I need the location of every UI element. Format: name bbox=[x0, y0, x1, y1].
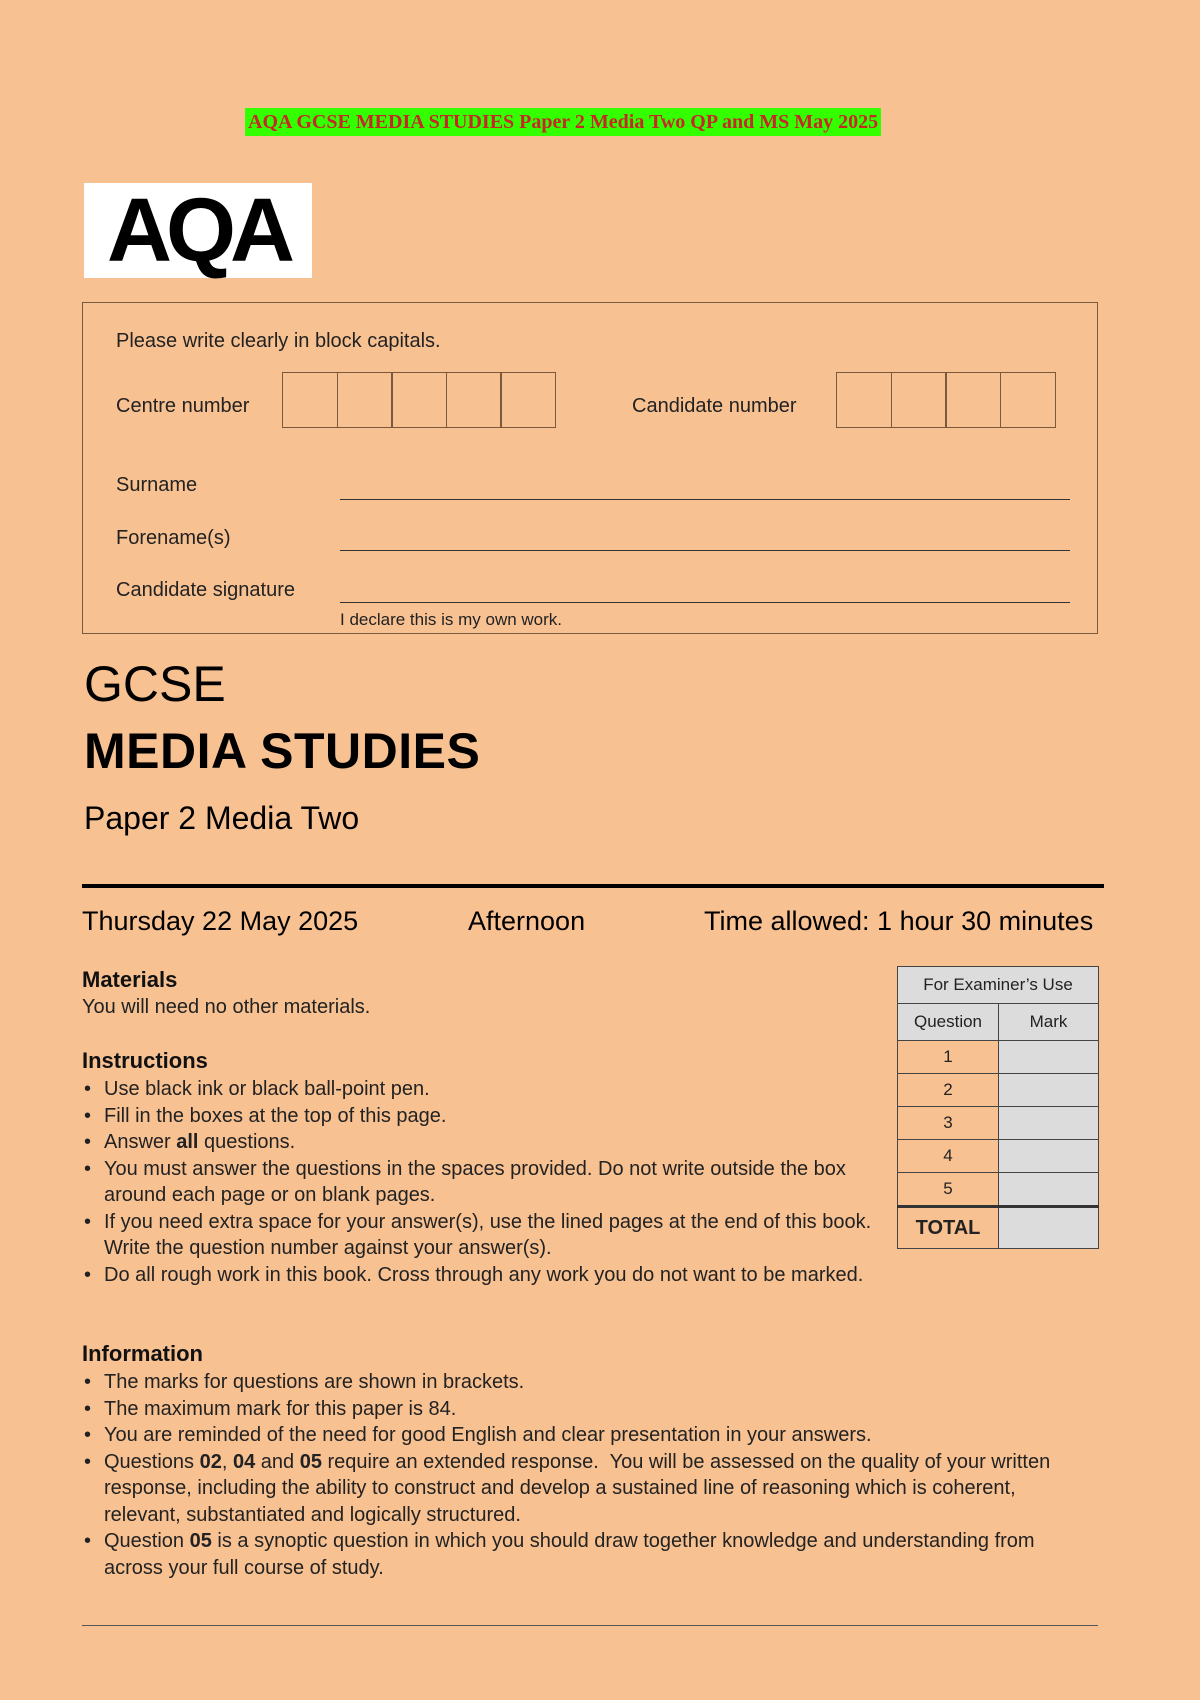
information-list bbox=[82, 1369, 1072, 1581]
instruction-item: • Do all rough work in this book. Cross through any work you do not want to be marked. bbox=[82, 1262, 872, 1289]
instruction-item: • Fill in the boxes at the top of this page. bbox=[82, 1103, 872, 1130]
subject-title: MEDIA STUDIES bbox=[84, 723, 481, 779]
materials-text: You will need no other materials. bbox=[82, 996, 371, 1018]
instruction-item: • Answer all questions. bbox=[82, 1129, 872, 1156]
centre-digit-box[interactable] bbox=[500, 372, 556, 428]
examiner-table-title: For Examiner’s Use bbox=[898, 967, 1099, 1004]
signature-line[interactable] bbox=[340, 602, 1070, 603]
candidate-digit-box[interactable] bbox=[945, 372, 1001, 428]
information-heading: Information bbox=[82, 1341, 203, 1366]
mark-cell bbox=[999, 1173, 1099, 1207]
exam-date: Thursday 22 May 2025 bbox=[82, 906, 359, 936]
heading-divider bbox=[82, 884, 1104, 888]
information-item: • Question 05 is a synoptic question in which you should draw together knowledge and understanding from across your full course of study. bbox=[82, 1528, 1072, 1581]
surname-label: Surname bbox=[116, 474, 198, 496]
surname-line[interactable] bbox=[340, 499, 1070, 500]
candidate-digit-box[interactable] bbox=[891, 372, 947, 428]
candidate-number-label: Candidate number bbox=[632, 395, 797, 417]
mark-cell bbox=[999, 1107, 1099, 1140]
centre-number-boxes bbox=[282, 372, 555, 428]
question-number: 1 bbox=[898, 1041, 999, 1074]
mark-cell bbox=[999, 1041, 1099, 1074]
centre-digit-box[interactable] bbox=[337, 372, 393, 428]
time-allowed: Time allowed: 1 hour 30 minutes bbox=[704, 906, 1094, 936]
instruction-item: • If you need extra space for your answer(s), use the lined pages at the end of this book. Write the question number against your answer(s). bbox=[82, 1209, 872, 1262]
question-number: 2 bbox=[898, 1074, 999, 1107]
exam-session: Afternoon bbox=[468, 906, 586, 936]
materials-heading: Materials bbox=[82, 967, 178, 992]
mark-cell bbox=[999, 1074, 1099, 1107]
instructions-list bbox=[82, 1076, 872, 1288]
aqa-logo bbox=[84, 180, 312, 281]
question-column-header: Question bbox=[898, 1004, 999, 1041]
instruction-item: • Use black ink or black ball-point pen. bbox=[82, 1076, 872, 1103]
centre-digit-box[interactable] bbox=[391, 372, 447, 428]
centre-digit-box[interactable] bbox=[282, 372, 338, 428]
instruction-item: • You must answer the questions in the spaces provided. Do not write outside the box around each page or on blank pages. bbox=[82, 1156, 872, 1209]
signature-label: Candidate signature bbox=[116, 579, 296, 601]
instructions-heading: Instructions bbox=[82, 1048, 208, 1073]
question-number: 4 bbox=[898, 1140, 999, 1173]
forename-line[interactable] bbox=[340, 550, 1070, 551]
candidate-digit-box[interactable] bbox=[1000, 372, 1056, 428]
centre-digit-box[interactable] bbox=[446, 372, 502, 428]
forename-label: Forename(s) bbox=[116, 527, 231, 549]
information-item: • Questions 02, 04 and 05 require an extended response. You will be assessed on the quality of your written response, including the ability to construct and develop a sustained line of reasoning which is coherent, relevant, substantiated and logically structured. bbox=[82, 1449, 1072, 1529]
examiner-use-table bbox=[897, 966, 1099, 1249]
bottom-divider bbox=[82, 1625, 1098, 1626]
mark-cell bbox=[999, 1140, 1099, 1173]
information-item: • You are reminded of the need for good English and clear presentation in your answers. bbox=[82, 1422, 1072, 1449]
candidate-number-boxes bbox=[836, 372, 1054, 428]
candidate-digit-box[interactable] bbox=[836, 372, 892, 428]
question-number: 3 bbox=[898, 1107, 999, 1140]
paper-title: Paper 2 Media Two bbox=[84, 800, 360, 836]
total-mark-cell bbox=[999, 1207, 1099, 1249]
information-item: • The maximum mark for this paper is 84. bbox=[82, 1396, 1072, 1423]
declaration-text: I declare this is my own work. bbox=[340, 610, 563, 629]
document-title-banner: AQA GCSE MEDIA STUDIES Paper 2 Media Two QP and MS May 2025 bbox=[245, 108, 881, 136]
information-item: • The marks for questions are shown in brackets. bbox=[82, 1369, 1072, 1396]
qualification-title: GCSE bbox=[84, 656, 226, 712]
candidate-details-box bbox=[82, 302, 1098, 634]
total-label: TOTAL bbox=[898, 1207, 999, 1249]
question-number: 5 bbox=[898, 1173, 999, 1207]
centre-number-label: Centre number bbox=[116, 395, 250, 417]
mark-column-header: Mark bbox=[999, 1004, 1099, 1041]
aqa-logo-text: AQA bbox=[107, 180, 289, 281]
block-capitals-instruction: Please write clearly in block capitals. bbox=[116, 330, 441, 352]
